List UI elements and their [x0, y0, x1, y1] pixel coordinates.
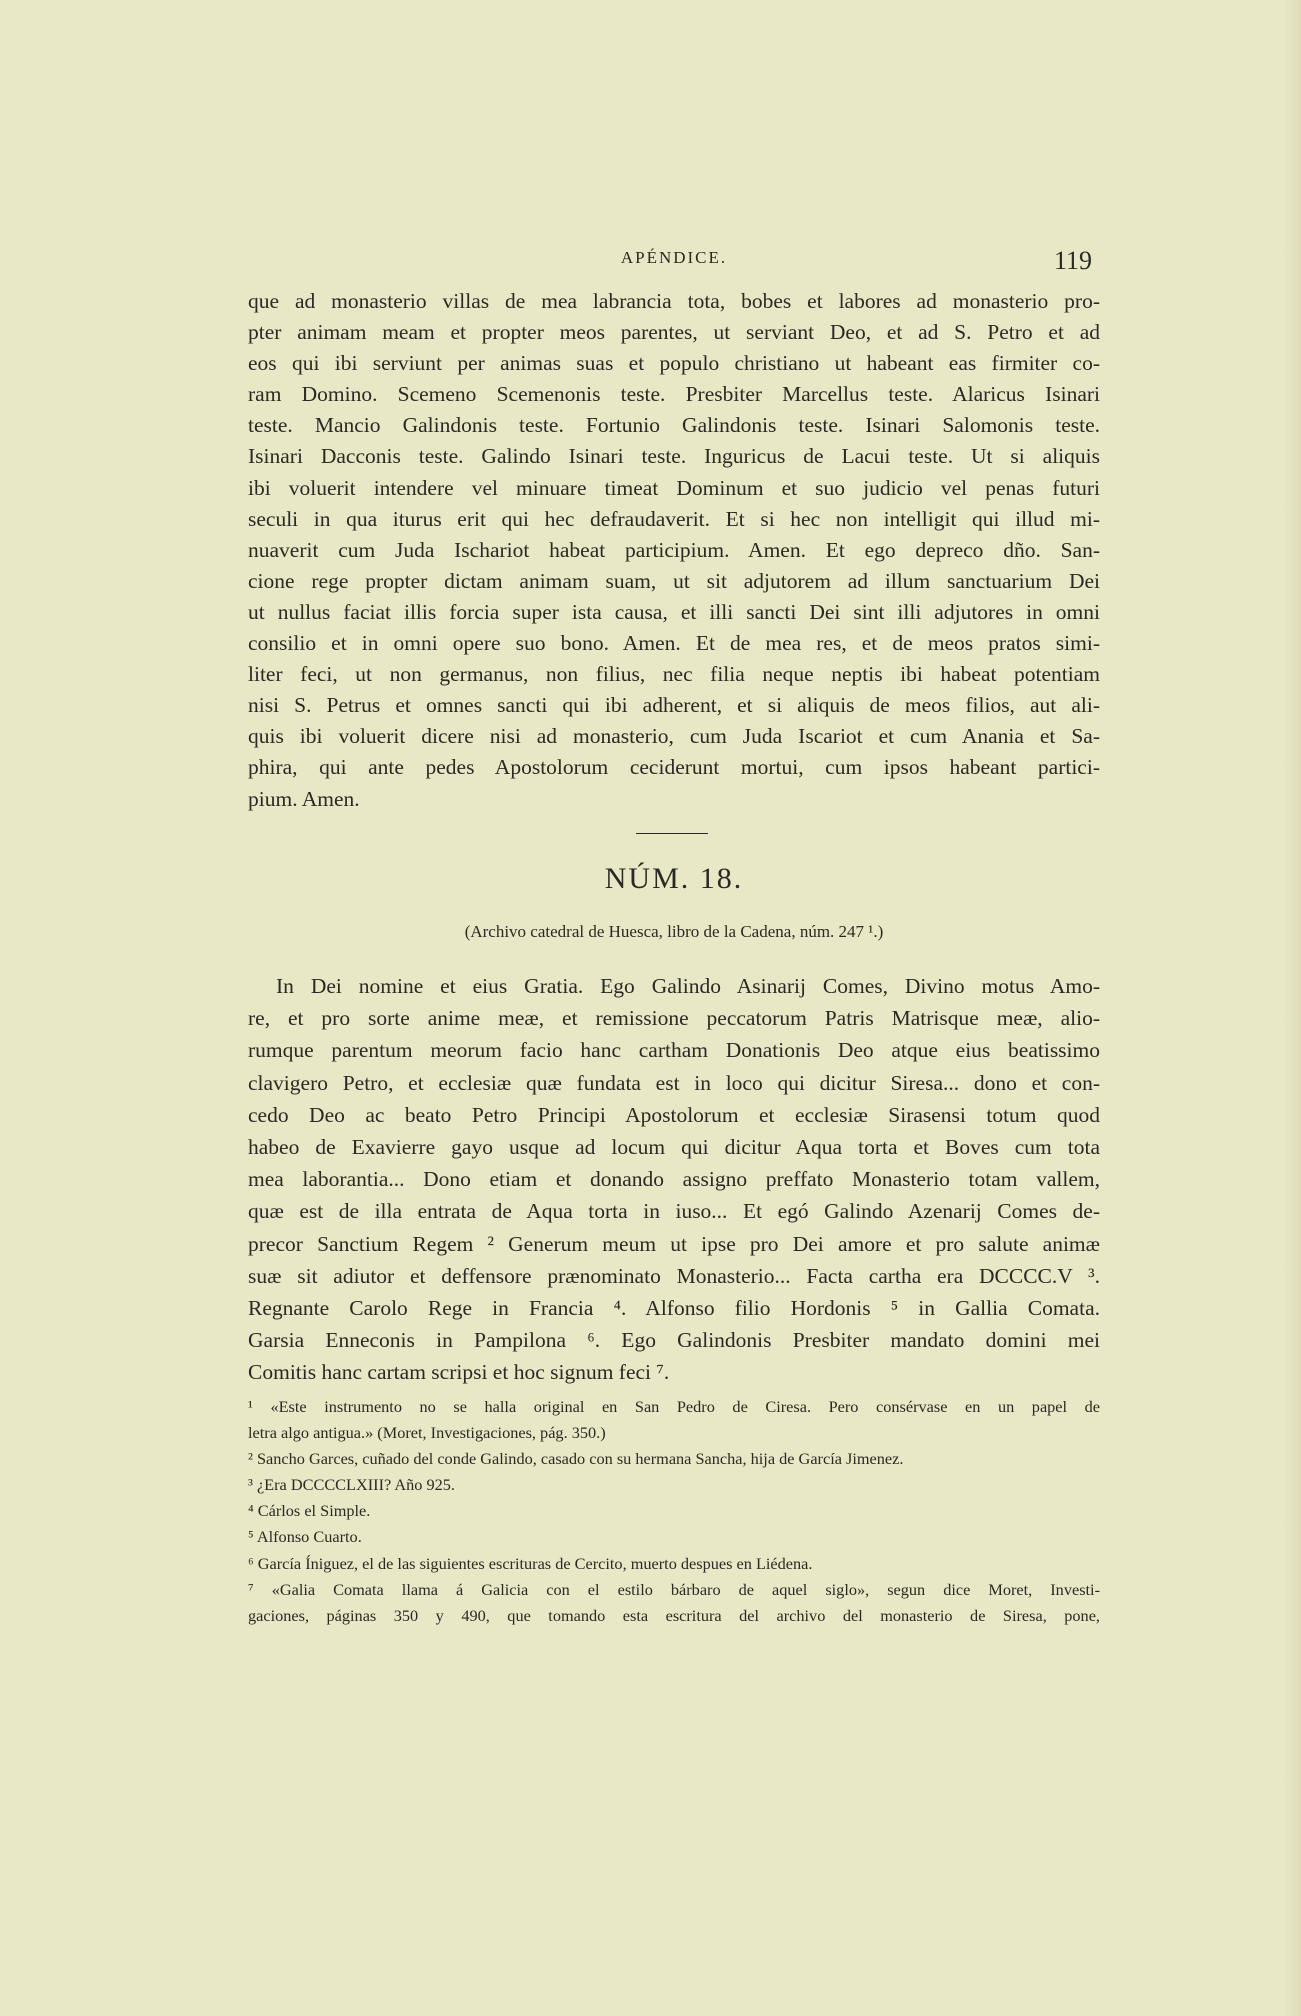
running-head: [248, 246, 1100, 282]
footnote-1-line-1: ¹ «Este instrumento no se halla original en San Pedro de Ciresa. Pero consérvase en un papel de: [248, 1397, 1100, 1416]
text-line: phira, qui ante pedes Apostolorum ceciderunt mortui, cum ipsos habeant partici-: [248, 755, 1100, 780]
text-line: clavigero Petro, et ecclesiæ quæ fundata est in loco qui dicitur Siresa... dono et con-: [248, 1070, 1100, 1095]
footnote-5: ⁵ Alfonso Cuarto.: [248, 1527, 362, 1547]
text-line: eos qui ibi serviunt per animas suas et populo christiano ut habeant eas firmiter co-: [248, 351, 1100, 376]
footnote-7-line-2: gaciones, páginas 350 y 490, que tomando esta escritura del archivo del monasterio de Siresa, pone,: [248, 1605, 1100, 1625]
charter-text-paragraph: [248, 970, 1100, 1389]
text-line: ut nullus faciat illis forcia super ista causa, et illi sancti Dei sint illi adjutores in omni: [248, 599, 1100, 624]
text-line: ram Domino. Scemeno Scemenonis teste. Presbiter Marcellus teste. Alaricus Isinari: [248, 382, 1100, 407]
text-line: Regnante Carolo Rege in Francia ⁴. Alfonso filio Hordonis ⁵ in Gallia Comata.: [248, 1296, 1100, 1321]
text-line: In Dei nomine et eius Gratia. Ego Galindo Asinarij Comes, Divino motus Amo-: [276, 974, 1100, 998]
text-line: Comitis hanc cartam scripsi et hoc signum feci ⁷.: [248, 1360, 670, 1385]
text-line: pium. Amen.: [248, 786, 360, 811]
text-line: seculi in qua iturus erit qui hec defraudaverit. Et si hec non intelligit qui illud mi-: [248, 506, 1100, 531]
footnote-6: ⁶ García Íniguez, el de las siguientes escrituras de Cercito, muerto despues en Liédena.: [248, 1553, 813, 1573]
text-line: mea laborantia... Dono etiam et donando assigno preffato Monasterio totam vallem,: [248, 1167, 1100, 1192]
text-line: quis ibi voluerit dicere nisi ad monasterio, cum Juda Iscariot et cum Anania et Sa-: [248, 724, 1100, 749]
text-line: nisi S. Petrus et omnes sancti qui ibi adherent, et si aliquis de meos filios, aut ali-: [248, 693, 1100, 718]
continued-text-paragraph: [248, 286, 1100, 815]
text-line: cione rege propter dictam animam suam, ut sit adjutorem ad illum sanctuarium Dei: [248, 568, 1100, 593]
running-title: APÉNDICE.: [620, 248, 728, 267]
text-line: cedo Deo ac beato Petro Principi Apostolorum et ecclesiæ Sirasensi totum quod: [248, 1102, 1100, 1127]
section-divider: [636, 833, 708, 834]
text-line: ibi voluerit intendere vel minuare timeat Dominum et suo judicio vel penas futuri: [248, 475, 1100, 500]
text-line: nuaverit cum Juda Ischariot habeat participium. Amen. Et ego depreco dño. San-: [248, 537, 1100, 562]
text-line: quæ est de illa entrata de Aqua torta in iuso... Et egó Galindo Azenarij Comes de-: [248, 1199, 1100, 1224]
text-line: rumque parentum meorum facio hanc cartham Donationis Deo atque eius beatissimo: [248, 1038, 1100, 1063]
text-line: Garsia Enneconis in Pampilona ⁶. Ego Galindonis Presbiter mandato domini mei: [248, 1328, 1100, 1353]
text-line: suæ sit adiutor et deffensore prænominato Monasterio... Facta cartha era DCCCC.V ³.: [248, 1263, 1100, 1288]
text-line: liter feci, ut non germanus, non filius, nec filia neque neptis ibi habeat potentiam: [248, 662, 1100, 687]
footnotes: [248, 1394, 1100, 1629]
document-source-note: (Archivo catedral de Huesca, libro de la Cadena, núm. 247 ¹.): [464, 922, 884, 941]
document-heading: NÚM. 18.: [604, 862, 744, 895]
text-line: pter animam meam et propter meos parentes, ut serviant Deo, et ad S. Petro et ad: [248, 320, 1100, 345]
footnote-7-line-1: ⁷ «Galia Comata llama á Galicia con el estilo bárbaro de aquel siglo», segun dice Moret, Investi-: [248, 1579, 1100, 1599]
text-line: habeo de Exavierre gayo usque ad locum qui dicitur Aqua torta et Boves cum tota: [248, 1135, 1100, 1160]
footnote-2: ² Sancho Garces, cuñado del conde Galindo, casado con su hermana Sancha, hija de García Jimenez.: [248, 1449, 904, 1469]
text-line: que ad monasterio villas de mea labrancia tota, bobes et labores ad monasterio pro-: [248, 289, 1100, 313]
text-line: precor Sanctium Regem ² Generum meum ut ipse pro Dei amore et pro salute animæ: [248, 1231, 1100, 1256]
page-edge: [1283, 0, 1301, 2016]
text-line: consilio et in omni opere suo bono. Amen. Et de mea res, et de meos pratos simi-: [248, 631, 1100, 656]
text-line: re, et pro sorte anime meæ, et remissione peccatorum Patris Matrisque meæ, alio-: [248, 1006, 1100, 1031]
text-line: Isinari Dacconis teste. Galindo Isinari teste. Inguricus de Lacui teste. Ut si aliquis: [248, 444, 1100, 469]
footnote-3: ³ ¿Era DCCCCLXIII? Año 925.: [248, 1475, 456, 1495]
footnote-1-line-2: letra algo antigua.» (Moret, Investigaciones, pág. 350.): [248, 1423, 606, 1443]
page-number: 119: [1053, 246, 1092, 275]
footnote-4: ⁴ Cárlos el Simple.: [248, 1501, 371, 1521]
text-line: teste. Mancio Galindonis teste. Fortunio Galindonis teste. Isinari Salomonis teste.: [248, 413, 1100, 438]
